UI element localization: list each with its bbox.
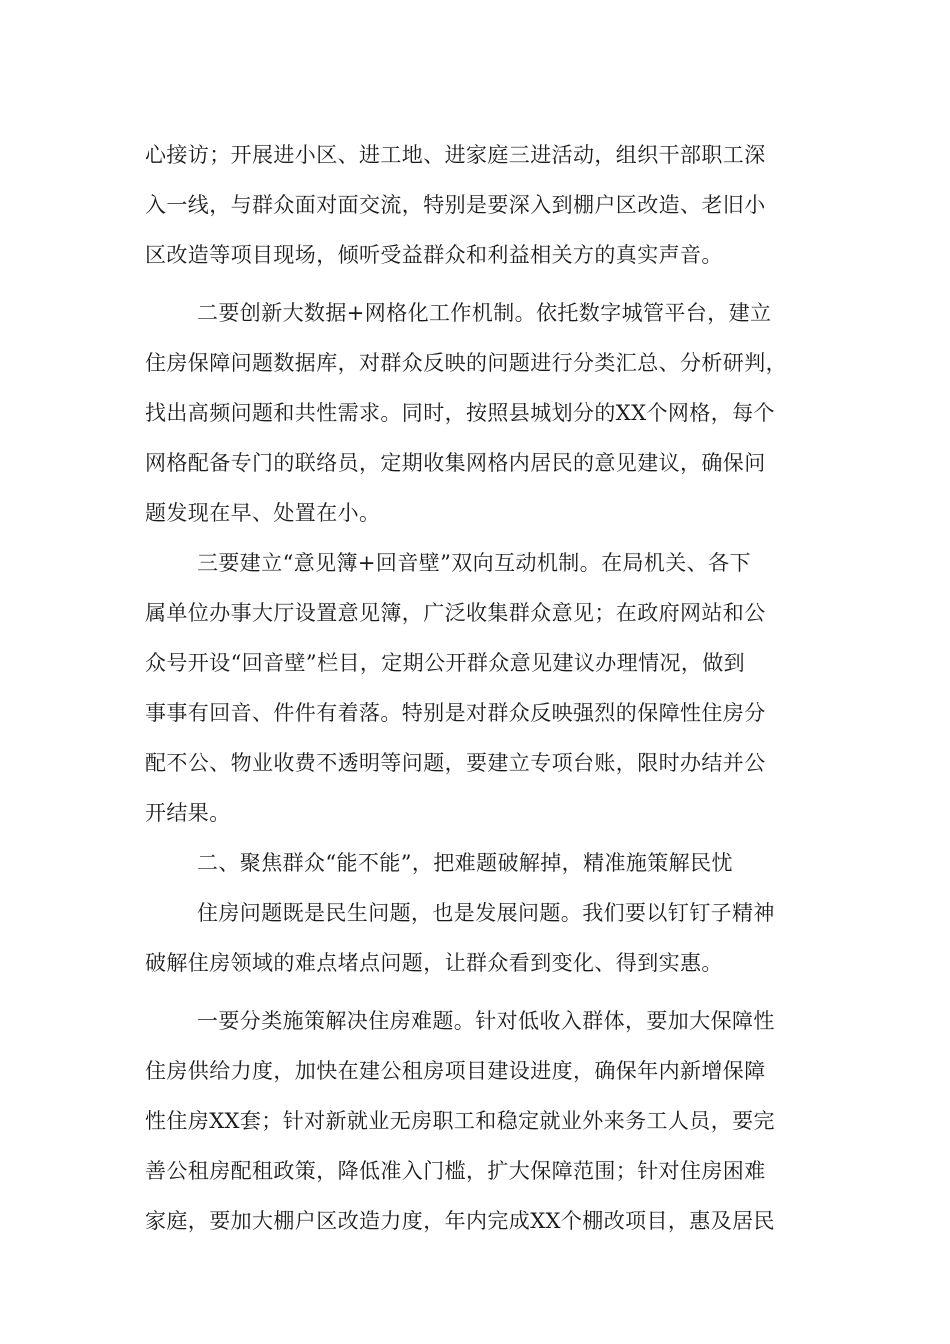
text-line: 开结果。	[145, 801, 231, 825]
text-line: 家庭，要加大棚户区改造力度，年内完成XX个棚改项目，惠及居民	[145, 1209, 775, 1233]
text-line: 善公租房配租政策，降低准入门槛，扩大保障范围；针对住房困难	[145, 1159, 766, 1183]
text-line: 心接访；开展进小区、进工地、进家庭三进活动，组织干部职工深	[145, 143, 766, 167]
document-body	[145, 130, 810, 1246]
text-line: 性住房XX套；针对新就业无房职工和稳定就业外来务工人员，要完	[145, 1109, 775, 1133]
text-line: 事事有回音、件件有着落。特别是对群众反映强烈的保障性住房分	[145, 701, 766, 725]
text-line: 区改造等项目现场，倾听受益群众和利益相关方的真实声音。	[145, 243, 723, 267]
text-line: 题发现在早、处置在小。	[145, 501, 381, 525]
text-line: 配不公、物业收费不透明等问题，要建立专项台账，限时办结并公	[145, 751, 766, 775]
text-line: 众号开设“回音壁”栏目，定期公开群众意见建议办理情况，做到	[145, 651, 746, 675]
text-line: 三要建立“意见簿+回音壁”双向互动机制。在局机关、各下	[197, 551, 751, 575]
text-line: 破解住房领域的难点堵点问题，让群众看到变化、得到实惠。	[145, 951, 723, 975]
text-line: 二要创新大数据+网格化工作机制。依托数字城管平台，建立	[197, 301, 772, 325]
text-line: 一要分类施策解决住房难题。针对低收入群体，要加大保障性	[197, 1009, 775, 1033]
text-line: 属单位办事大厅设置意见簿，广泛收集群众意见；在政府网站和公	[145, 601, 766, 625]
text-line: 入一线，与群众面对面交流，特别是要深入到棚户区改造、老旧小	[145, 193, 766, 217]
text-line: 住房保障问题数据库，对群众反映的问题进行分类汇总、分析研判，	[145, 351, 787, 375]
section-heading: 二、聚焦群众“能不能”，把难题破解掉，精准施策解民忧	[197, 851, 733, 875]
text-line: 住房问题既是民生问题，也是发展问题。我们要以钉钉子精神	[197, 901, 775, 925]
text-line: 网格配备专门的联络员，定期收集网格内居民的意见建议，确保问	[145, 451, 766, 475]
text-line: 住房供给力度，加快在建公租房项目建设进度，确保年内新增保障	[145, 1059, 766, 1083]
text-line: 找出高频问题和共性需求。同时，按照县城划分的XX个网格，每个	[145, 401, 775, 425]
